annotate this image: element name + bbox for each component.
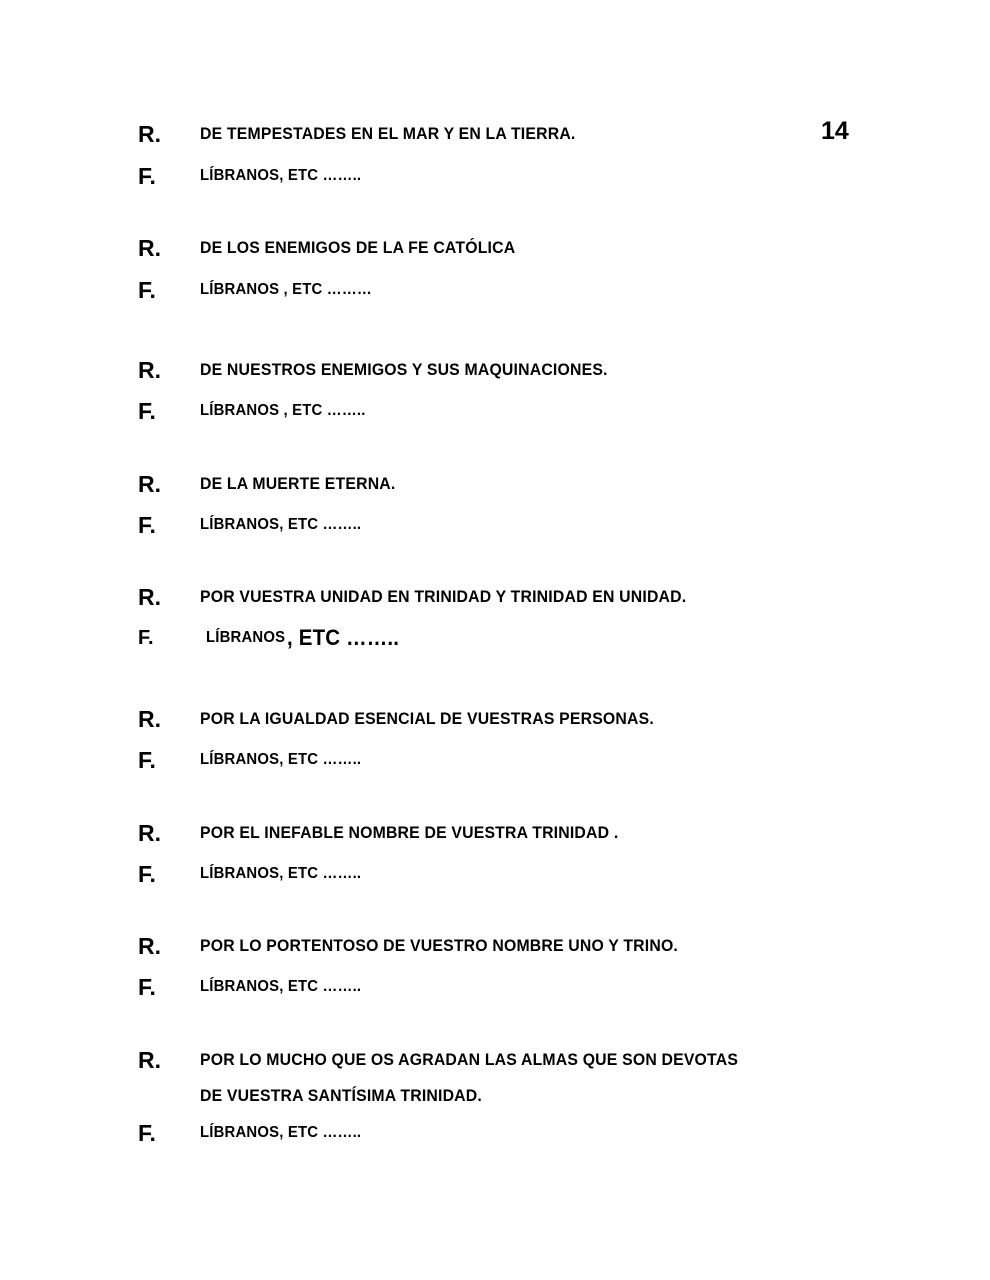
faithful-line-text: LÍBRANOS, ETC ……..: [200, 167, 362, 184]
faithful-line-label: F.: [138, 626, 154, 649]
response-line-text: DE TEMPESTADES EN EL MAR Y EN LA TIERRA.: [200, 124, 576, 143]
response-line: [138, 355, 638, 385]
response-line-text: POR LO PORTENTOSO DE VUESTRO NOMBRE UNO Y TRINO.: [200, 936, 679, 955]
response-line-label: R.: [138, 356, 161, 383]
faithful-line-label: F.: [138, 162, 156, 189]
response-line: [138, 704, 688, 734]
faithful-line: [138, 275, 385, 305]
response-line-label: R.: [138, 234, 161, 261]
response-line-continuation: [138, 1081, 503, 1111]
response-line: [138, 582, 723, 612]
response-line-text: POR LA IGUALDAD ESENCIAL DE VUESTRAS PERSONAS.: [200, 709, 654, 728]
faithful-line-text: LÍBRANOS , ETC ……..: [200, 402, 366, 419]
response-line: [138, 119, 604, 149]
response-line-text: DE LA MUERTE ETERNA.: [200, 474, 396, 493]
response-line-text: DE NUESTROS ENEMIGOS Y SUS MAQUINACIONES.: [200, 360, 608, 379]
response-line-label: R.: [138, 819, 161, 846]
faithful-line-label: F.: [138, 276, 156, 303]
faithful-line: [138, 972, 373, 1002]
response-line: [138, 1045, 779, 1075]
response-line-label: R.: [138, 932, 161, 959]
response-line-label: R.: [138, 470, 161, 497]
faithful-line-label: F.: [138, 860, 156, 887]
faithful-line-text-large: , ETC ……..: [287, 625, 400, 650]
response-line-text: POR VUESTRA UNIDAD EN TRINIDAD Y TRINIDAD EN UNIDAD.: [200, 587, 687, 606]
response-line-label: R.: [138, 120, 161, 147]
page-number: 14: [821, 117, 849, 145]
response-line-label: R.: [138, 1046, 161, 1073]
faithful-line-label: F.: [138, 973, 156, 1000]
faithful-line: [138, 623, 408, 653]
response-line: [138, 233, 539, 263]
faithful-line-text: LÍBRANOS, ETC ……..: [200, 978, 362, 995]
faithful-line-text: LÍBRANOS, ETC ……..: [200, 1124, 362, 1141]
faithful-line-label: F.: [138, 397, 156, 424]
response-line-label: R.: [138, 705, 161, 732]
response-line: [138, 931, 714, 961]
response-line-label: R.: [138, 583, 161, 610]
faithful-line: [138, 745, 373, 775]
faithful-line: [138, 161, 373, 191]
faithful-line: [138, 859, 373, 889]
response-line: [138, 469, 410, 499]
response-line-text: POR LO MUCHO QUE OS AGRADAN LAS ALMAS QUE SON DEVOTAS: [200, 1050, 739, 1069]
faithful-line-text: LÍBRANOS, ETC ……..: [200, 751, 362, 768]
faithful-line: [138, 1118, 373, 1148]
response-line-continuation-text: DE VUESTRA SANTÍSIMA TRINIDAD.: [200, 1086, 482, 1105]
faithful-line-label: F.: [138, 746, 156, 773]
response-line: [138, 818, 650, 848]
response-line-text: DE LOS ENEMIGOS DE LA FE CATÓLICA: [200, 238, 516, 257]
response-line-text: POR EL INEFABLE NOMBRE DE VUESTRA TRINIDAD .: [200, 823, 619, 842]
faithful-line: [138, 510, 373, 540]
faithful-line-text: LÍBRANOS, ETC ……..: [200, 516, 362, 533]
faithful-line-text: LÍBRANOS: [206, 629, 286, 646]
faithful-line-label: F.: [138, 511, 156, 538]
faithful-line: [138, 396, 378, 426]
faithful-line-text: LÍBRANOS , ETC ………: [200, 281, 372, 298]
faithful-line-text: LÍBRANOS, ETC ……..: [200, 865, 362, 882]
faithful-line-label: F.: [138, 1119, 156, 1146]
